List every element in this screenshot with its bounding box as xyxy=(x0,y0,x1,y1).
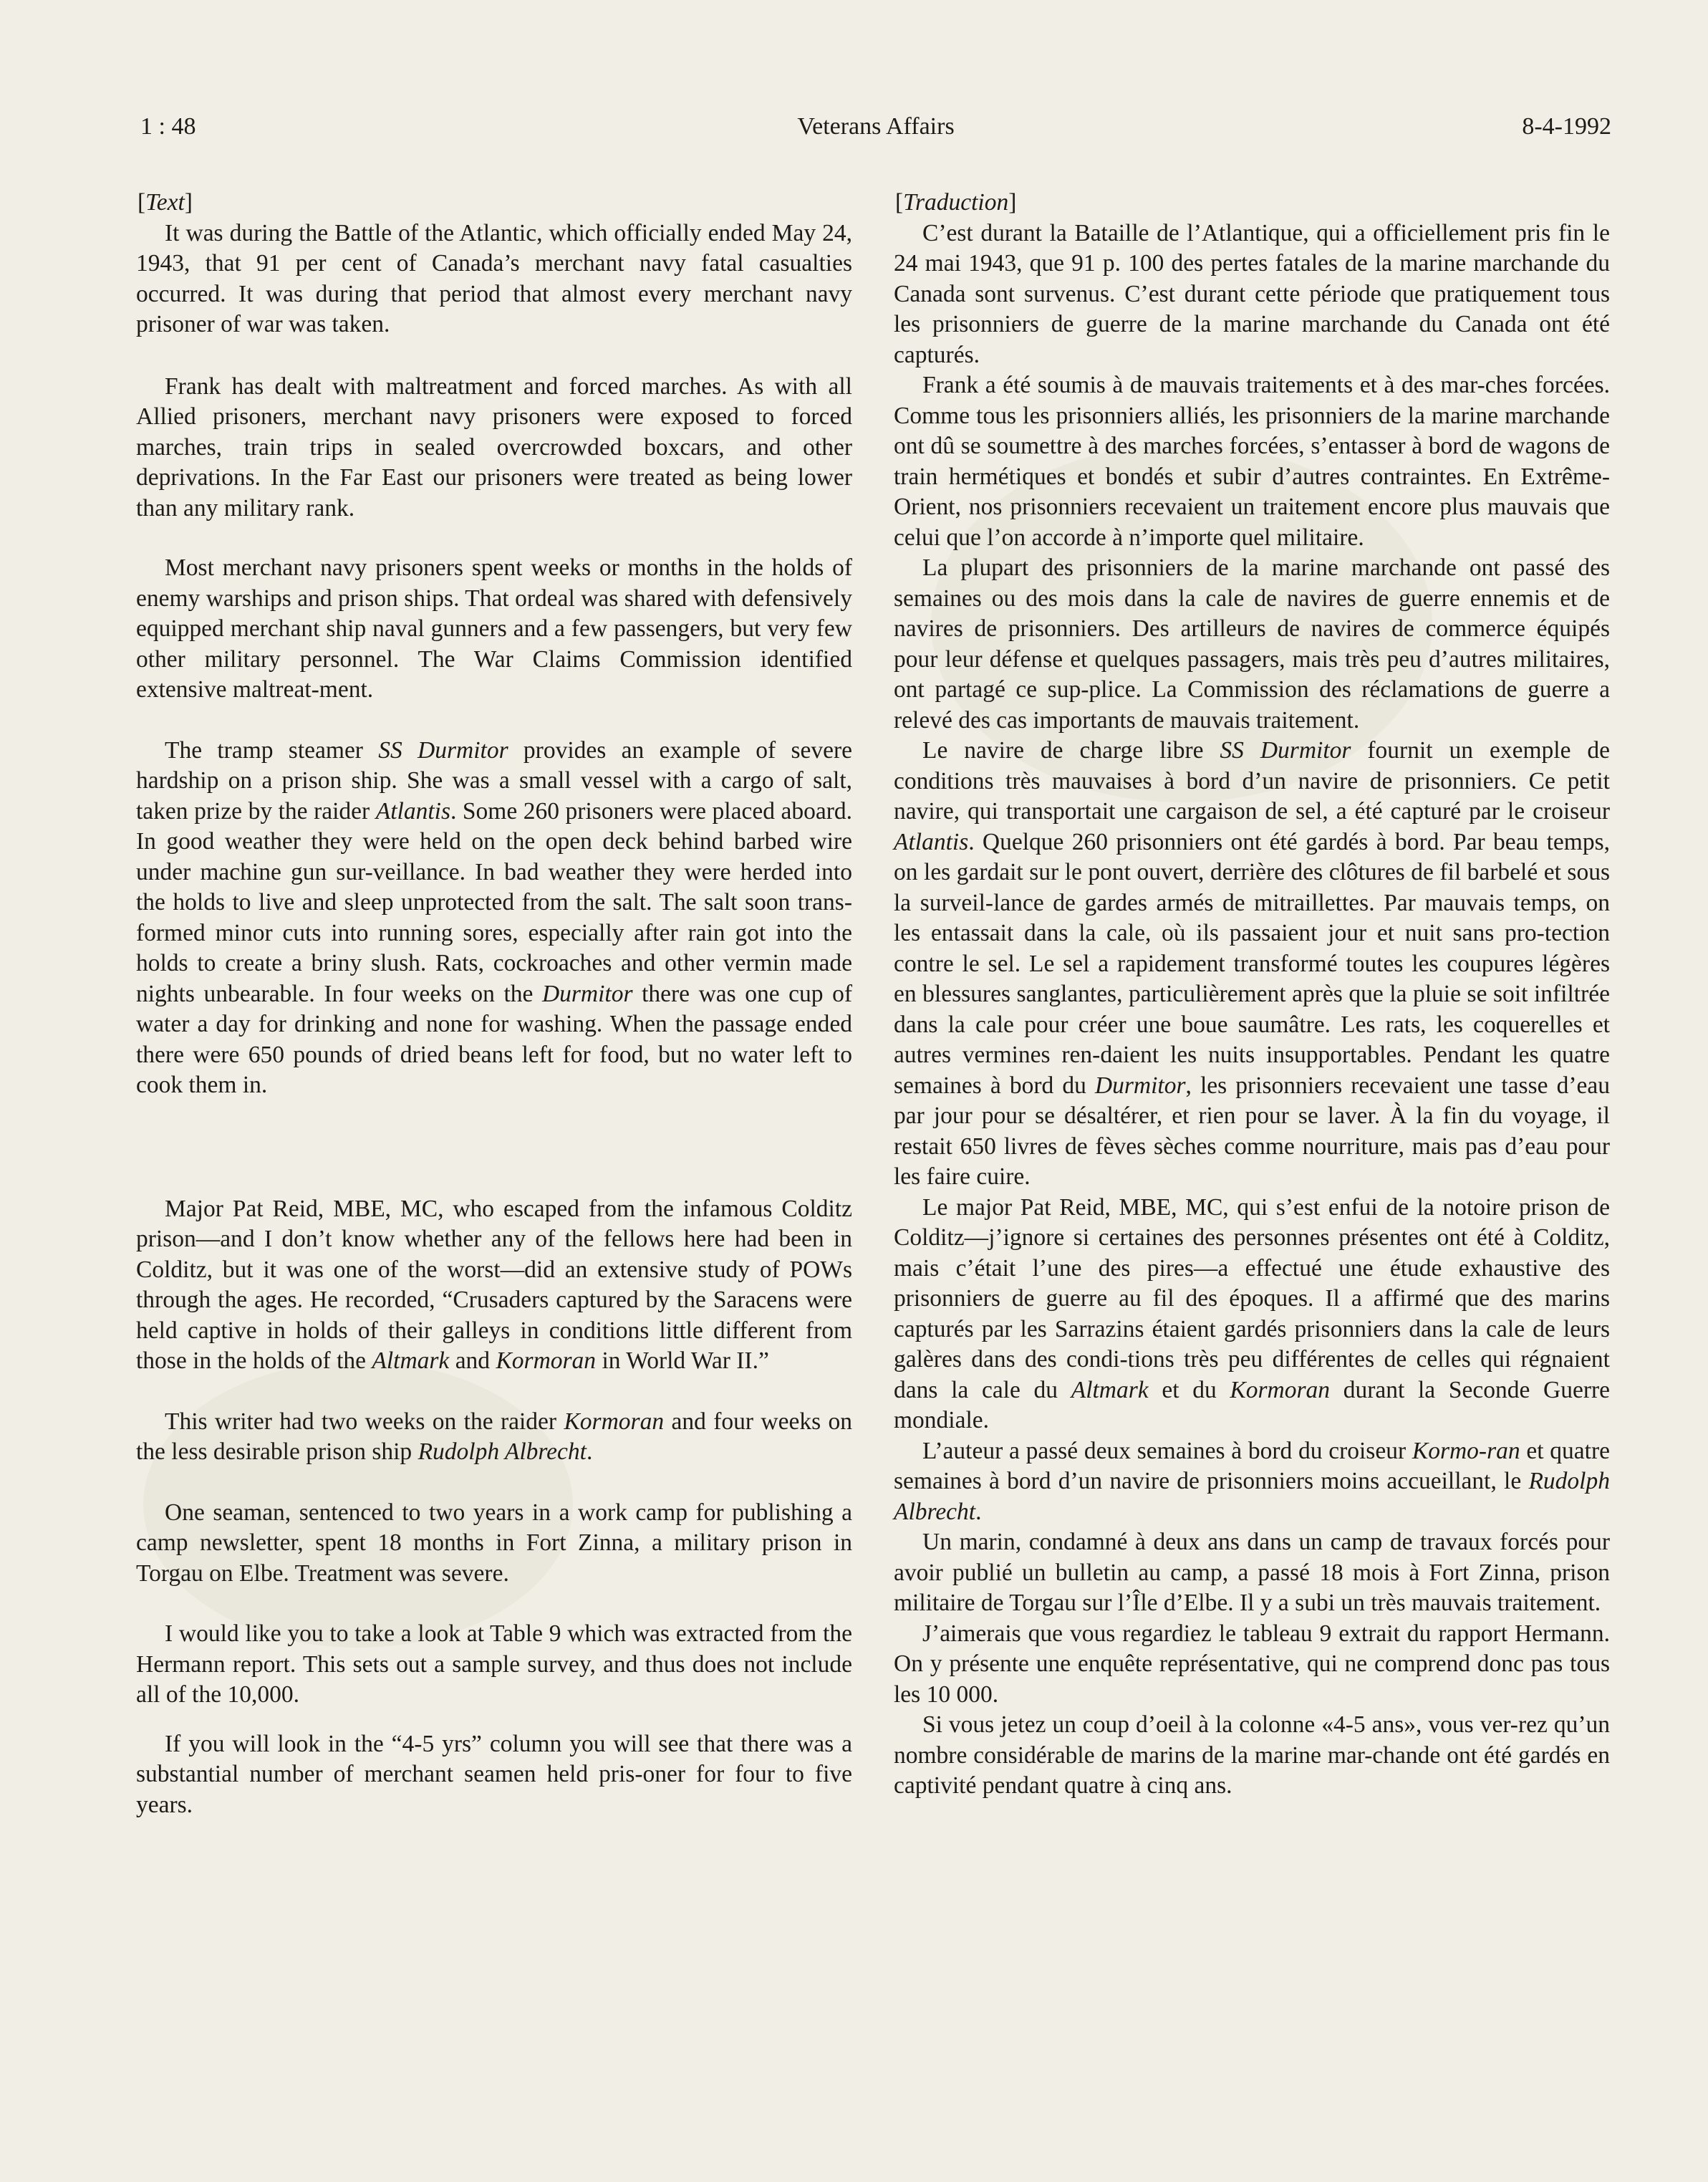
italic-text: Rudolph Albrecht xyxy=(894,1468,1610,1525)
paragraph xyxy=(894,1193,1610,1436)
paragraph xyxy=(136,1194,852,1377)
page-header xyxy=(140,113,1611,149)
text-run: , les prisonniers recevaient une tasse d’eau par jour pour se désaltérer, et rien pour se laver. À la fin du voyage, il restait 650 livres de fèves sèches comme nourriture, mais pas d’eau pour les faire cuire. xyxy=(894,1072,1610,1190)
paragraph-container xyxy=(894,218,1610,1802)
text-run: Si vous jetez un coup d’oeil à la colonne «4-5 ans», vous ver-rez qu’un nombre considérable de marins de la marine mar-chande ont été gardés en captivité pendant quatre à cinq ans. xyxy=(894,1711,1610,1799)
page-number: 1 : 48 xyxy=(140,113,196,140)
text-run: La plupart des prisonniers de la marine marchande ont passé des semaines ou des mois dans la cale de navires de guerre ennemis et de navires de prisonniers. Des artilleurs de navires de commerce équipés pour leur défense et quelques passagers, mais très peu d’autres militaires, ont partagé ce sup-plice. La Commission des réclamations de guerre a relevé des cas importants de mauvais traitement. xyxy=(894,554,1610,734)
italic-text: Altmark xyxy=(372,1347,450,1374)
paragraph xyxy=(894,1710,1610,1802)
text-run: et du xyxy=(1148,1376,1230,1403)
italic-text: Kormo-ran xyxy=(1412,1437,1520,1464)
text-run: Un marin, condamné à deux ans dans un camp de travaux forcés pour avoir publié un bulletin au camp, a passé 18 mois à Fort Zinna, prison militaire de Torgau sur l’Île d’Elbe. Il y a subi un très mauvais traitement. xyxy=(894,1529,1610,1616)
paragraph xyxy=(136,1407,852,1468)
italic-text: Atlantis xyxy=(894,828,969,855)
text-run: The tramp steamer xyxy=(165,736,379,764)
text-run: L’auteur a passé deux semaines à bord du croiseur xyxy=(922,1437,1412,1464)
text-run: . xyxy=(975,1498,982,1525)
paragraph xyxy=(136,1729,852,1821)
paragraph xyxy=(136,1498,852,1590)
text-run: Frank has dealt with maltreatment and forced marches. As with all Allied prisoners, merchant navy prisoners were exposed to forced marches, train trips in sealed overcrowded boxcars, and other deprivations. In the Far East our prisoners were treated as being lower than any military rank. xyxy=(136,373,852,522)
text-run: I would like you to take a look at Table 9 which was extracted from the Hermann report. This sets out a sample survey, and thus does not include all of the 10,000. xyxy=(136,1620,852,1708)
text-run: fournit un exemple de conditions très mauvaises à bord d’un navire de prisonniers. Ce petit navire, qui transportait une cargaison de sel, a été capturé par le croiseur xyxy=(894,737,1610,825)
text-run: Major Pat Reid, MBE, MC, who escaped from the infamous Colditz prison—and I don’t know whether any of the fellows here had been in Colditz, but it was one of the worst—did an extensive study of POWs through the ages. He recorded, “Crusaders captured by the Saracens were held captive in holds of their galleys in conditions little different from those in the holds of the xyxy=(136,1195,852,1374)
paragraph xyxy=(894,736,1610,1193)
text-run: If you will look in the “4-5 yrs” column you will see that there was a substantial number of merchant seamen held pris-oner for four to five years. xyxy=(136,1730,852,1818)
paragraph xyxy=(894,1619,1610,1711)
text-run: . xyxy=(586,1438,593,1465)
text-run: durant la Seconde Guerre mondiale. xyxy=(894,1376,1610,1433)
paragraph xyxy=(894,370,1610,553)
column-label: [Traduction] xyxy=(895,189,1017,216)
text-run: Frank a été soumis à de mauvais traitements et à des mar-ches forcées. Comme tous les prisonniers alliés, les prisonniers de la marine marchande ont dû se soumettre à des marches forcées, s’entasser à bord de wagons de train hermétiques et bondés et subir d’autres contraintes. En Extrême-Orient, nos prisonniers recevaient un traitement encore plus mauvais que celui que l’on accorde à n’importe quel militaire. xyxy=(894,372,1610,551)
paragraph xyxy=(136,372,852,524)
text-run: there was one cup of water a day for drinking and none for washing. When the passage ended there were 650 pounds of dried beans left for food, but no water left to cook them in. xyxy=(136,980,852,1098)
italic-text: Durmitor xyxy=(1094,1072,1186,1099)
italic-text: Kormoran xyxy=(564,1408,665,1435)
text-run: Most merchant navy prisoners spent weeks or months in the holds of enemy warships and prison ships. That ordeal was shared with defensively equipped merchant ship naval gunners and a few passengers, but very few other military personnel. The War Claims Commission identified extensive maltreat-ment. xyxy=(136,554,852,703)
paragraph xyxy=(136,218,852,340)
text-run: One seaman, sentenced to two years in a work camp for publishing a camp newsletter, spent 18 months in Fort Zinna, a military prison in Torgau on Elbe. Treatment was severe. xyxy=(136,1499,852,1587)
italic-text: Kormoran xyxy=(1230,1376,1331,1403)
text-run: provides an example of severe hardship on a prison ship. She was a small vessel with a cargo of salt, taken prize by the raider xyxy=(136,736,853,825)
english-column xyxy=(136,188,852,1850)
column-label: [Text] xyxy=(137,189,193,216)
text-run: It was during the Battle of the Atlantic, which officially ended May 24, 1943, that 91 per cent of Canada’s merchant navy fatal casualties occurred. It was during that period that almost every merchant navy prisoner of war was taken. xyxy=(136,219,852,337)
text-run: and xyxy=(449,1347,496,1374)
text-run: J’aimerais que vous regardiez le tableau 9 extrait du rapport Hermann. On y présente une enquête représentative, qui ne comprend donc pas tous les 10 000. xyxy=(894,1620,1610,1708)
french-column xyxy=(894,188,1610,1802)
paragraph xyxy=(894,218,1610,371)
italic-text: Rudolph Albrecht xyxy=(418,1438,587,1465)
text-run: Le navire de charge libre xyxy=(922,737,1220,764)
paragraph xyxy=(136,553,852,706)
text-run: This writer had two weeks on the raider xyxy=(165,1408,564,1435)
text-run: et quatre semaines à bord d’un navire de prisonniers moins accueillant, le xyxy=(894,1437,1610,1494)
text-run: in World War II.” xyxy=(596,1347,769,1374)
text-run: C’est durant la Bataille de l’Atlantique, qui a officiellement pris fin le 24 mai 1943, que 91 p. 100 des pertes fatales de la marine marchande du Canada sont survenus. C’est durant cette période que pratiquement tous les prisonniers de guerre de la marine marchande du Canada ont été capturés. xyxy=(894,219,1610,368)
running-title: Veterans Affairs xyxy=(797,113,955,140)
paragraph xyxy=(894,553,1610,736)
text-run: Le major Pat Reid, MBE, MC, qui s’est enfui de la notoire prison de Colditz—j’ignore si certaines des personnes présentes ont été à Colditz, mais c’était l’une des pires—a effectué une étude exhaustive des prisonniers de guerre au fil des époques. Il a affirmé que des marins capturés par les Sarrazins étaient gardés prisonniers dans la cale de leurs galères dans des condi-tions très peu différentes de celles qui régnaient dans la cale du xyxy=(894,1193,1610,1403)
paragraph xyxy=(894,1527,1610,1619)
header-date: 8-4-1992 xyxy=(1522,113,1611,140)
italic-text: SS Durmitor xyxy=(378,736,508,764)
paragraph-container xyxy=(136,218,852,1821)
paragraph xyxy=(136,1619,852,1711)
italic-text: Kormoran xyxy=(496,1347,597,1374)
italic-text: Atlantis xyxy=(375,797,450,825)
paragraph xyxy=(136,736,852,1101)
text-run: . Some 260 prisoners were placed aboard. In good weather they were held on the open deck behind barbed wire under machine gun sur-veillance. In bad weather they were herded into the holds to live and sleep unprotected from the salt. The salt soon trans-formed minor cuts into running sores, especially after rain got into the holds to create a briny slush. Rats, cockroaches and other vermin made nights unbearable. In four weeks on the xyxy=(136,797,853,1007)
italic-text: Durmitor xyxy=(541,980,633,1007)
italic-text: Altmark xyxy=(1071,1376,1149,1403)
paragraph xyxy=(894,1436,1610,1528)
italic-text: SS Durmitor xyxy=(1220,737,1351,764)
text-run: and four weeks on the less desirable prison ship xyxy=(136,1408,852,1465)
text-run: . Quelque 260 prisonniers ont été gardés à bord. Par beau temps, on les gardait sur le pont ouvert, derrière des clôtures de fil barbelé et sous la surveil-lance de gardes armés de mitraillettes. Par mauvais temps, on les entassait dans la cale, où ils passaient jour et nuit sans pro-tection contre le sel. Le sel a rapidement transformé toutes les coupures légères en blessures sanglantes, particulièrement après que la pluie se soit infiltrée dans la cale pour créer une boue saumâtre. Les rats, les coquerelles et autres vermines ren-daient les nuits insupportables. Pendant les quatre semaines à bord du xyxy=(894,828,1610,1099)
